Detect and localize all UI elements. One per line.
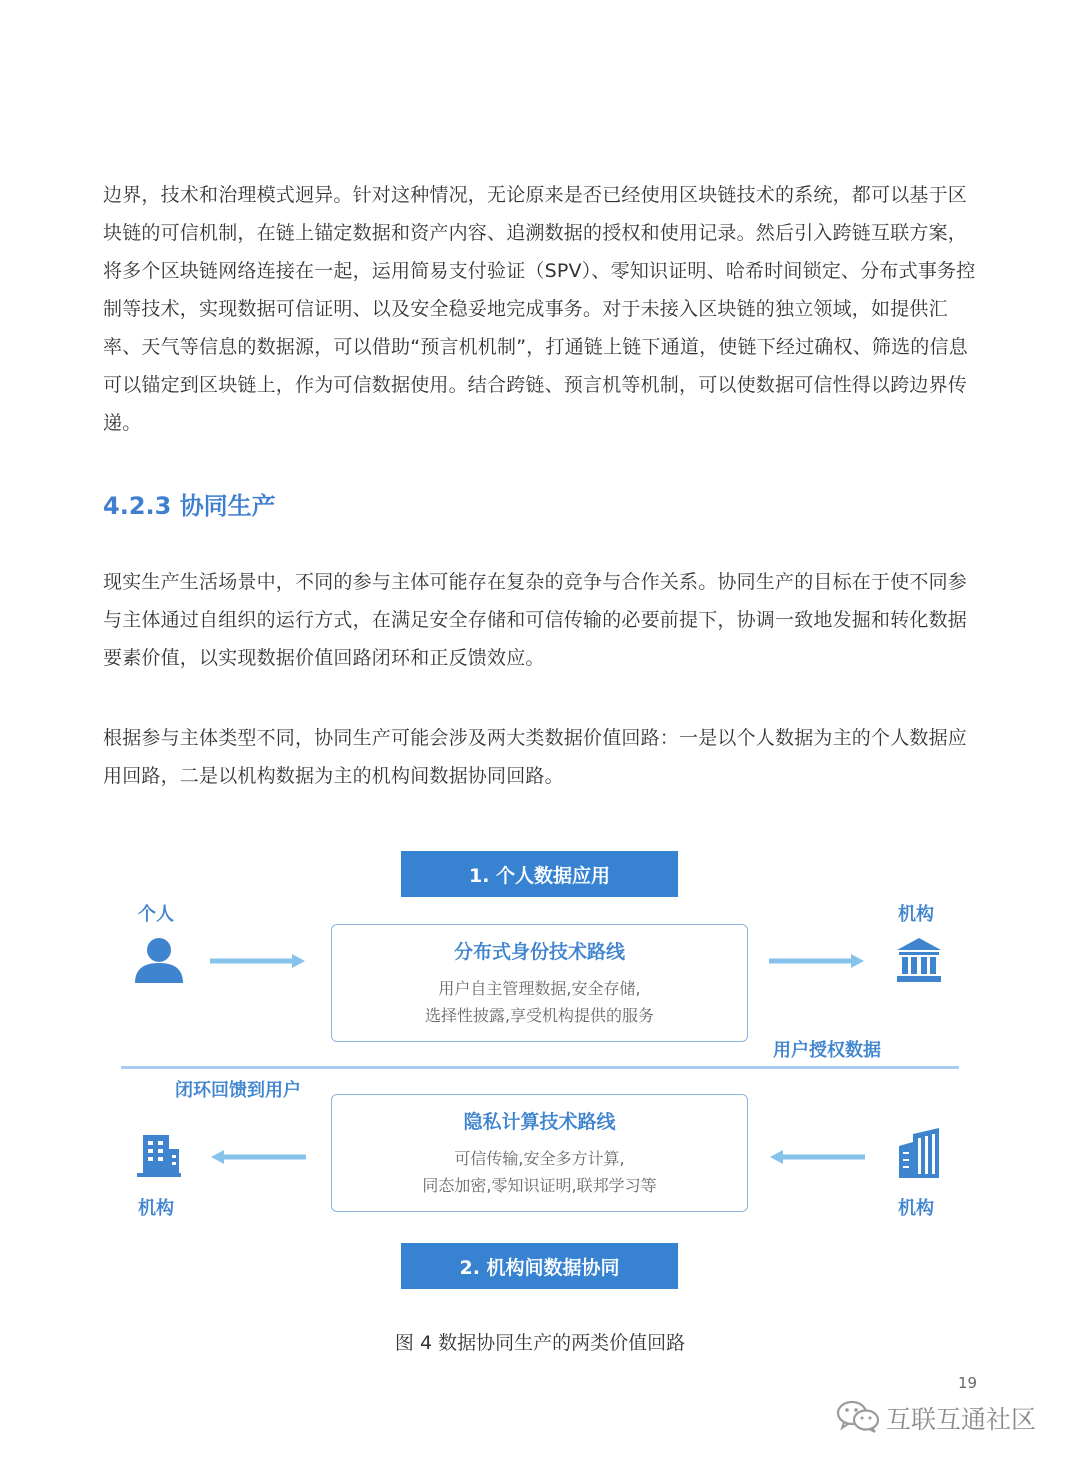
paragraph-collaborative-production: 现实生产生活场景中，不同的参与主体可能存在复杂的竞争与合作关系。协同生产的目标在于使不同参与主体通过自组织的运行方式，在满足安全存储和可信传输的必要前提下，协调一致地发掘和转化数据要素价值，以实现数据价值回路闭环和正反馈效应。 [103, 571, 968, 669]
paragraph-value-loops: 根据参与主体类型不同，协同生产可能会涉及两大类数据价值回路：一是以个人数据为主的个人数据应用回路，二是以机构数据为主的机构间数据协同回路。 [103, 727, 968, 787]
skyscraper-icon [895, 1128, 943, 1184]
top-banner: 1. 个人数据应用 [401, 851, 678, 897]
arrow-box-to-institution [769, 953, 865, 973]
figure-caption: 图 4 数据协同生产的两类价值回路 [394, 1332, 686, 1354]
did-route-box [331, 924, 748, 1042]
label-feedback-loop: 闭环回馈到用户 [175, 1080, 301, 1101]
label-person: 个人 [138, 904, 174, 925]
label-institution-top-right: 机构 [898, 904, 934, 925]
label-user-authorize: 用户授权数据 [773, 1040, 881, 1061]
did-route-title: 分布式身份技术路线 [453, 941, 625, 963]
watermark-text: 互联互通社区 [886, 1405, 1037, 1434]
office-building-icon [135, 1131, 183, 1183]
label-institution-bottom-left: 机构 [138, 1198, 174, 1219]
privacy-computing-line1: 可信传输,安全多方计算, [454, 1149, 625, 1168]
wechat-icon [836, 1398, 880, 1438]
did-route-line1: 用户自主管理数据,安全存储, [438, 979, 641, 998]
label-institution-bottom-right: 机构 [898, 1198, 934, 1219]
bank-icon [895, 936, 943, 988]
person-icon [133, 936, 185, 988]
paragraph-blockchain-boundary: 边界，技术和治理模式迥异。针对这种情况，无论原来是否已经使用区块链技术的系统，都可以基于区块链的可信机制，在链上锚定数据和资产内容、追溯数据的授权和使用记录。然后引入跨链互联方案，将多个区块链网络连接在一起，运用简易支付验证（SPV）、零知识证明、哈希时间锁定、分布式事务控制等技术，实现数据可信证明、以及安全稳妥地完成事务。对于未接入区块链的独立领域，如提供汇率、天气等信息的数据源，可以借助“预言机机制”，打通链上链下通道，使链下经过确权、筛选的信息可以锚定到区块链上，作为可信数据使用。结合跨链、预言机等机制，可以使数据可信性得以跨边界传递。 [103, 184, 976, 434]
watermark [836, 1398, 1036, 1438]
arrow-box-to-left-institution [210, 1149, 306, 1169]
bottom-banner: 2. 机构间数据协同 [401, 1243, 678, 1289]
arrow-person-to-box [210, 953, 306, 973]
privacy-computing-line2: 同态加密,零知识证明,联邦学习等 [422, 1176, 657, 1195]
did-route-line2: 选择性披露,享受机构提供的服务 [424, 1006, 655, 1025]
section-heading: 4.2.3 协同生产 [103, 492, 276, 520]
page-number: 19 [958, 1374, 978, 1392]
privacy-computing-box [331, 1094, 748, 1212]
divider-line [121, 1066, 959, 1069]
privacy-computing-title: 隐私计算技术路线 [463, 1111, 616, 1133]
arrow-right-institution-to-box [769, 1149, 865, 1169]
